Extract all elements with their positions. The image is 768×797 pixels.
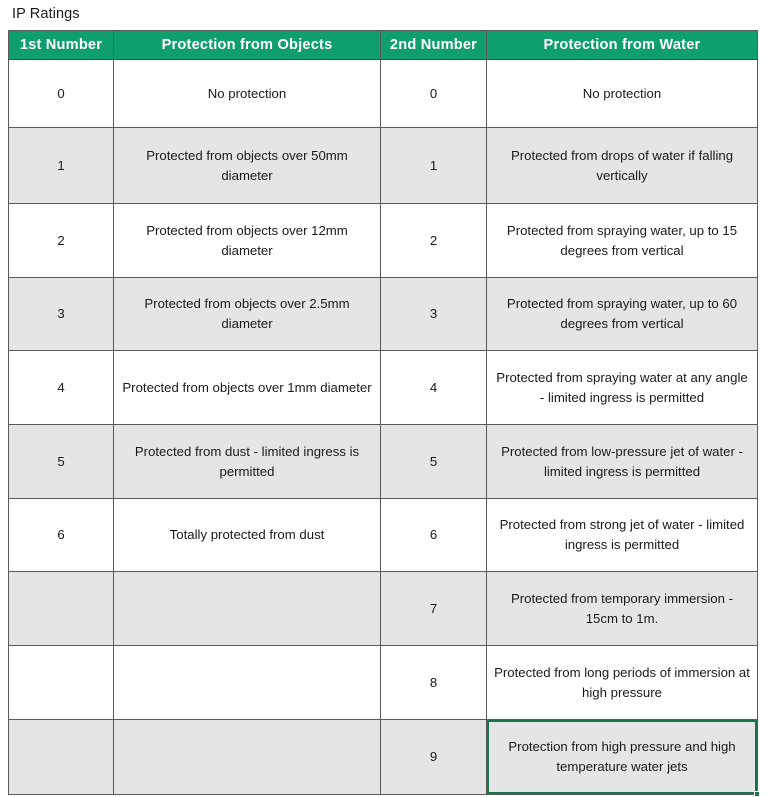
cell-protection-objects[interactable]: No protection xyxy=(114,60,381,128)
cell-protection-objects[interactable] xyxy=(114,572,381,646)
cell-protection-water[interactable]: Protected from strong jet of water - limited ingress is permitted xyxy=(487,499,758,572)
cell-second-number[interactable]: 8 xyxy=(381,646,487,720)
ip-ratings-table-wrapper xyxy=(8,30,757,795)
cell-protection-objects[interactable]: Protected from dust - limited ingress is permitted xyxy=(114,425,381,499)
table-row xyxy=(9,60,758,128)
cell-protection-water[interactable]: Protected from spraying water, up to 15 degrees from vertical xyxy=(487,204,758,278)
table-body xyxy=(9,60,758,795)
cell-second-number[interactable]: 2 xyxy=(381,204,487,278)
table-header-row xyxy=(9,31,758,60)
column-header-protection-from-water[interactable]: Protection from Water xyxy=(487,31,758,60)
cell-first-number[interactable]: 6 xyxy=(9,499,114,572)
cell-text: Protection from high pressure and high temperature water jets xyxy=(508,739,736,774)
cell-second-number[interactable]: 6 xyxy=(381,499,487,572)
column-header-protection-from-objects[interactable]: Protection from Objects xyxy=(114,31,381,60)
cell-second-number[interactable]: 1 xyxy=(381,128,487,204)
cell-second-number[interactable]: 5 xyxy=(381,425,487,499)
cell-first-number[interactable]: 1 xyxy=(9,128,114,204)
cell-protection-objects[interactable] xyxy=(114,646,381,720)
cell-first-number[interactable]: 5 xyxy=(9,425,114,499)
cell-protection-water[interactable]: Protected from temporary immersion - 15cm to 1m. xyxy=(487,572,758,646)
cell-first-number[interactable]: 3 xyxy=(9,278,114,351)
column-header-2nd-number[interactable]: 2nd Number xyxy=(381,31,487,60)
page-title: IP Ratings xyxy=(12,6,80,22)
cell-second-number[interactable]: 4 xyxy=(381,351,487,425)
cell-second-number[interactable]: 9 xyxy=(381,720,487,795)
table-row xyxy=(9,351,758,425)
cell-protection-objects[interactable]: Totally protected from dust xyxy=(114,499,381,572)
cell-protection-water[interactable]: Protected from low-pressure jet of water - limited ingress is permitted xyxy=(487,425,758,499)
column-header-1st-number[interactable]: 1st Number xyxy=(9,31,114,60)
table-row xyxy=(9,278,758,351)
cell-first-number[interactable]: 2 xyxy=(9,204,114,278)
table-row xyxy=(9,425,758,499)
cell-first-number[interactable] xyxy=(9,646,114,720)
cell-first-number[interactable]: 4 xyxy=(9,351,114,425)
cell-protection-water[interactable]: Protected from spraying water at any angle - limited ingress is permitted xyxy=(487,351,758,425)
cell-protection-water[interactable]: Protected from long periods of immersion at high pressure xyxy=(487,646,758,720)
cell-protection-objects[interactable]: Protected from objects over 50mm diameter xyxy=(114,128,381,204)
table-row xyxy=(9,572,758,646)
table-row xyxy=(9,204,758,278)
cell-protection-water[interactable]: Protected from drops of water if falling vertically xyxy=(487,128,758,204)
table-row xyxy=(9,128,758,204)
cell-second-number[interactable]: 3 xyxy=(381,278,487,351)
fill-handle-icon[interactable] xyxy=(754,791,760,797)
table-header xyxy=(9,31,758,60)
table-row xyxy=(9,720,758,795)
cell-protection-objects[interactable]: Protected from objects over 2.5mm diameter xyxy=(114,278,381,351)
cell-first-number[interactable] xyxy=(9,572,114,646)
cell-protection-objects[interactable]: Protected from objects over 1mm diameter xyxy=(114,351,381,425)
cell-second-number[interactable]: 0 xyxy=(381,60,487,128)
cell-protection-water-selected[interactable] xyxy=(487,720,758,795)
table-row xyxy=(9,646,758,720)
cell-first-number[interactable] xyxy=(9,720,114,795)
cell-protection-water[interactable]: No protection xyxy=(487,60,758,128)
table-row xyxy=(9,499,758,572)
cell-protection-objects[interactable]: Protected from objects over 12mm diameter xyxy=(114,204,381,278)
ip-ratings-table xyxy=(8,30,758,795)
cell-protection-objects[interactable] xyxy=(114,720,381,795)
cell-second-number[interactable]: 7 xyxy=(381,572,487,646)
cell-first-number[interactable]: 0 xyxy=(9,60,114,128)
cell-protection-water[interactable]: Protected from spraying water, up to 60 degrees from vertical xyxy=(487,278,758,351)
